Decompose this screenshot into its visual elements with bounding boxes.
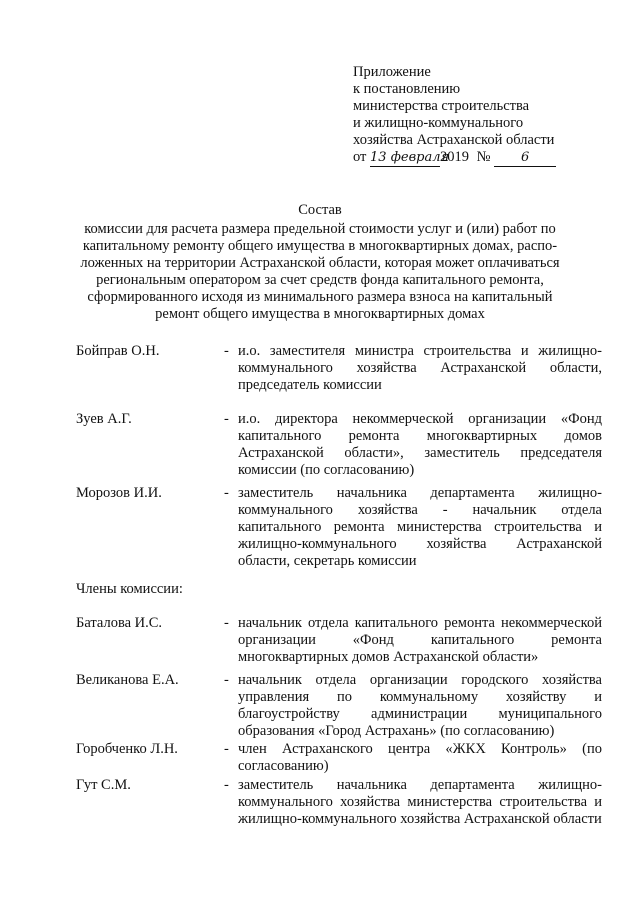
appendix-line: министерства строительства (353, 98, 530, 114)
title-line: комиссии для расчета размера предельной стоимости услуг и (или) работ по (84, 221, 556, 237)
appendix-header (353, 64, 613, 167)
member-role: заместитель начальника департамента жилищно-коммунального хозяйства - начальник отдела капитального ремонта министерства строительства и жилищно-коммунального хозяйства Астраханской области, секретарь комиссии (238, 485, 602, 569)
appendix-line: и жилищно-коммунального (353, 115, 524, 131)
member-row (76, 615, 606, 666)
member-role: начальник отдела капитального ремонта некоммерческой организации «Фонд капитального ремонта многоквартирных домов Астраханской области» (238, 615, 602, 665)
member-role: начальник отдела организации городского хозяйства управления по коммунальному хозяйству и благоустройству администрации муниципального образования «Город Астрахань» (по согласованию) (238, 672, 602, 739)
from-label: от (353, 149, 367, 165)
title-heading: Состав (298, 202, 342, 218)
title-line: региональным оператором за счет средств фонда капитального ремонта, (96, 272, 544, 288)
member-row (76, 485, 606, 570)
member-name: Зуев А.Г. (76, 411, 132, 427)
members-heading: Члены комиссии: (76, 581, 183, 597)
member-dash: - (224, 615, 229, 631)
title-line: капитальному ремонту общего имущества в многоквартирных домах, распо- (82, 238, 558, 254)
handwritten-number: 6 (494, 149, 556, 167)
title-line: ложенных на территории Астраханской области, которая может оплачиваться (80, 255, 560, 271)
member-role: заместитель начальника департамента жилищно-коммунального хозяйства министерства строительства и жилищно-коммунального хозяйства Астраханской области (238, 777, 602, 827)
member-name: Баталова И.С. (76, 615, 163, 631)
appendix-date-line (353, 149, 613, 167)
commission-list (76, 343, 606, 828)
document-title (70, 202, 570, 323)
appendix-line: хозяйства Астраханской области (353, 132, 555, 148)
member-name: Морозов И.И. (76, 485, 162, 501)
member-role: и.о. заместителя министра строительства и жилищно-коммунального хозяйства Астраханской области, председатель комиссии (238, 343, 602, 393)
number-label: № (476, 149, 491, 165)
appendix-line: Приложение (353, 64, 431, 80)
member-name: Гут С.М. (76, 777, 131, 793)
member-row (76, 672, 606, 740)
member-name: Бойправ О.Н. (76, 343, 160, 359)
member-name: Великанова Е.А. (76, 672, 179, 688)
member-dash: - (224, 672, 229, 688)
member-role: член Астраханского центра «ЖКХ Контроль» (по согласованию) (238, 741, 602, 774)
member-row (76, 777, 606, 828)
member-role: и.о. директора некоммерческой организации «Фонд капитального ремонта многоквартирных домов Астраханской области», заместитель председателя комиссии (по согласованию) (238, 411, 602, 478)
member-dash: - (224, 411, 229, 427)
year: 2019 (440, 149, 470, 165)
member-dash: - (224, 777, 229, 793)
appendix-line: к постановлению (353, 81, 461, 97)
title-line: ремонт общего имущества в многоквартирных домах (155, 306, 485, 322)
title-line: сформированного исходя из минимального размера взноса на капитальный (87, 289, 553, 305)
member-dash: - (224, 343, 229, 359)
member-name: Горобченко Л.Н. (76, 741, 178, 757)
member-row (76, 741, 606, 775)
handwritten-date: 13 февраля (370, 150, 450, 165)
member-dash: - (224, 741, 229, 757)
member-row (76, 343, 606, 394)
member-dash: - (224, 485, 229, 501)
member-row (76, 411, 606, 479)
